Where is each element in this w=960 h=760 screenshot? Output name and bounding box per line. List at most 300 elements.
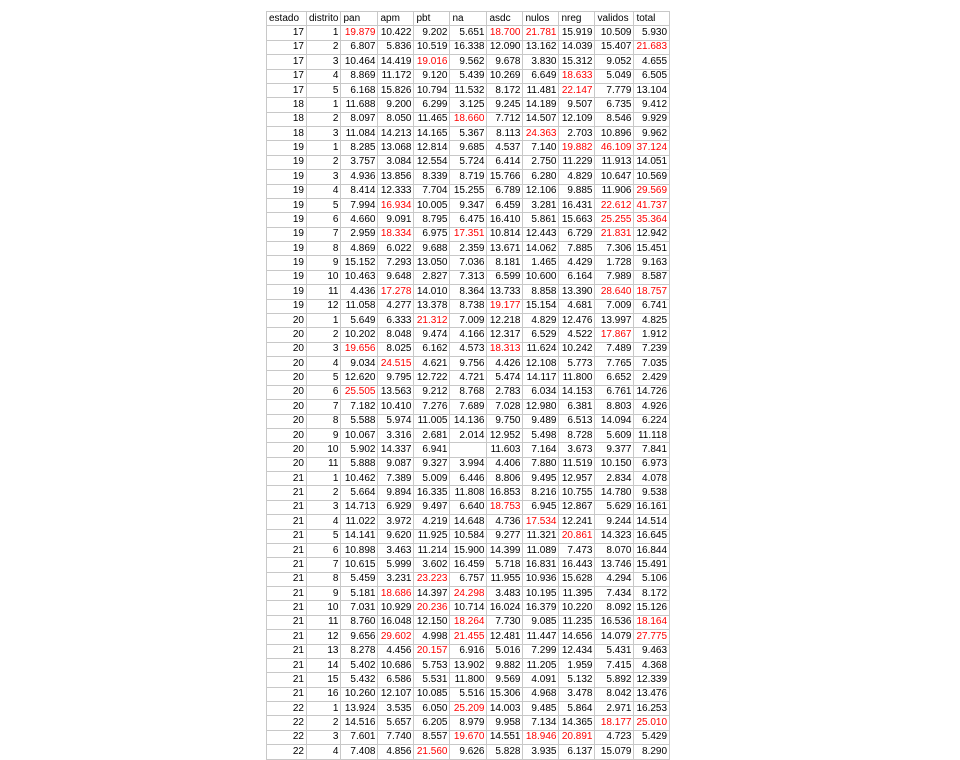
cell-validos[interactable]: 1.728 — [595, 256, 634, 270]
cell-pbt[interactable]: 7.704 — [414, 184, 450, 198]
cell-nreg[interactable]: 5.864 — [559, 702, 595, 716]
cell-pan[interactable]: 6.168 — [341, 83, 378, 97]
cell-validos[interactable]: 13.997 — [595, 313, 634, 327]
cell-pbt[interactable]: 6.162 — [414, 342, 450, 356]
cell-nreg[interactable]: 15.312 — [559, 55, 595, 69]
cell-total[interactable]: 41.737 — [634, 198, 670, 212]
cell-distrito[interactable]: 2 — [307, 328, 341, 342]
cell-total[interactable]: 12.339 — [634, 673, 670, 687]
column-header-na[interactable]: na — [450, 12, 487, 26]
cell-asdc[interactable]: 10.814 — [487, 227, 523, 241]
cell-pbt[interactable]: 14.165 — [414, 127, 450, 141]
cell-pan[interactable]: 15.152 — [341, 256, 378, 270]
cell-distrito[interactable]: 9 — [307, 256, 341, 270]
cell-distrito[interactable]: 1 — [307, 472, 341, 486]
cell-distrito[interactable]: 3 — [307, 342, 341, 356]
cell-nreg[interactable]: 6.381 — [559, 400, 595, 414]
cell-nreg[interactable]: 13.390 — [559, 285, 595, 299]
cell-pbt[interactable]: 9.474 — [414, 328, 450, 342]
cell-na[interactable]: 9.626 — [450, 745, 487, 759]
cell-pan[interactable]: 8.760 — [341, 615, 378, 629]
cell-pbt[interactable]: 8.557 — [414, 730, 450, 744]
cell-validos[interactable]: 5.431 — [595, 644, 634, 658]
cell-na[interactable]: 6.475 — [450, 213, 487, 227]
column-header-asdc[interactable]: asdc — [487, 12, 523, 26]
cell-apm[interactable]: 12.107 — [378, 687, 414, 701]
cell-apm[interactable]: 14.419 — [378, 55, 414, 69]
cell-pan[interactable]: 10.067 — [341, 428, 378, 442]
column-header-pbt[interactable]: pbt — [414, 12, 450, 26]
cell-validos[interactable]: 4.723 — [595, 730, 634, 744]
cell-estado[interactable]: 20 — [267, 457, 307, 471]
cell-pan[interactable]: 7.031 — [341, 601, 378, 615]
cell-na[interactable]: 18.264 — [450, 615, 487, 629]
cell-apm[interactable]: 12.333 — [378, 184, 414, 198]
cell-pbt[interactable]: 13.378 — [414, 299, 450, 313]
cell-na[interactable]: 8.364 — [450, 285, 487, 299]
cell-validos[interactable]: 4.294 — [595, 572, 634, 586]
cell-pbt[interactable]: 14.010 — [414, 285, 450, 299]
cell-nulos[interactable]: 14.117 — [523, 371, 559, 385]
cell-na[interactable]: 14.648 — [450, 515, 487, 529]
cell-nulos[interactable]: 9.085 — [523, 615, 559, 629]
cell-total[interactable]: 12.942 — [634, 227, 670, 241]
cell-na[interactable]: 8.719 — [450, 170, 487, 184]
cell-estado[interactable]: 17 — [267, 40, 307, 54]
cell-apm[interactable]: 9.648 — [378, 270, 414, 284]
cell-pan[interactable]: 8.869 — [341, 69, 378, 83]
cell-pbt[interactable]: 5.531 — [414, 673, 450, 687]
cell-distrito[interactable]: 2 — [307, 716, 341, 730]
cell-nreg[interactable]: 6.729 — [559, 227, 595, 241]
cell-nreg[interactable]: 22.147 — [559, 83, 595, 97]
cell-total[interactable]: 35.364 — [634, 213, 670, 227]
cell-asdc[interactable]: 14.551 — [487, 730, 523, 744]
cell-estado[interactable]: 21 — [267, 543, 307, 557]
cell-estado[interactable]: 21 — [267, 572, 307, 586]
cell-distrito[interactable]: 1 — [307, 26, 341, 40]
cell-nreg[interactable]: 6.137 — [559, 745, 595, 759]
cell-asdc[interactable]: 9.958 — [487, 716, 523, 730]
cell-apm[interactable]: 16.048 — [378, 615, 414, 629]
cell-validos[interactable]: 7.306 — [595, 242, 634, 256]
cell-na[interactable]: 11.800 — [450, 673, 487, 687]
cell-validos[interactable]: 8.070 — [595, 543, 634, 557]
cell-apm[interactable]: 14.337 — [378, 443, 414, 457]
cell-total[interactable]: 7.239 — [634, 342, 670, 356]
cell-nulos[interactable]: 11.481 — [523, 83, 559, 97]
cell-nreg[interactable]: 10.242 — [559, 342, 595, 356]
cell-nreg[interactable]: 14.153 — [559, 385, 595, 399]
cell-total[interactable]: 6.973 — [634, 457, 670, 471]
cell-distrito[interactable]: 1 — [307, 141, 341, 155]
cell-nreg[interactable]: 11.519 — [559, 457, 595, 471]
cell-pan[interactable]: 14.713 — [341, 500, 378, 514]
cell-distrito[interactable]: 4 — [307, 745, 341, 759]
cell-estado[interactable]: 19 — [267, 141, 307, 155]
cell-apm[interactable]: 5.974 — [378, 414, 414, 428]
cell-pan[interactable]: 10.463 — [341, 270, 378, 284]
cell-validos[interactable]: 8.803 — [595, 400, 634, 414]
cell-total[interactable]: 4.078 — [634, 472, 670, 486]
cell-validos[interactable]: 7.434 — [595, 587, 634, 601]
cell-asdc[interactable]: 14.399 — [487, 543, 523, 557]
cell-validos[interactable]: 7.009 — [595, 299, 634, 313]
cell-estado[interactable]: 18 — [267, 112, 307, 126]
cell-pan[interactable]: 11.084 — [341, 127, 378, 141]
cell-distrito[interactable]: 4 — [307, 184, 341, 198]
cell-distrito[interactable]: 6 — [307, 543, 341, 557]
cell-estado[interactable]: 21 — [267, 673, 307, 687]
cell-validos[interactable]: 11.906 — [595, 184, 634, 198]
cell-pan[interactable]: 5.181 — [341, 587, 378, 601]
cell-asdc[interactable]: 7.730 — [487, 615, 523, 629]
cell-na[interactable]: 7.313 — [450, 270, 487, 284]
cell-asdc[interactable]: 2.783 — [487, 385, 523, 399]
cell-asdc[interactable]: 13.733 — [487, 285, 523, 299]
cell-pbt[interactable]: 23.223 — [414, 572, 450, 586]
cell-nulos[interactable]: 11.447 — [523, 630, 559, 644]
cell-pbt[interactable]: 20.236 — [414, 601, 450, 615]
cell-nulos[interactable]: 21.781 — [523, 26, 559, 40]
cell-pan[interactable]: 7.408 — [341, 745, 378, 759]
cell-total[interactable]: 11.118 — [634, 428, 670, 442]
cell-validos[interactable]: 5.629 — [595, 500, 634, 514]
cell-asdc[interactable]: 12.317 — [487, 328, 523, 342]
cell-distrito[interactable]: 10 — [307, 443, 341, 457]
cell-nreg[interactable]: 16.431 — [559, 198, 595, 212]
cell-validos[interactable]: 13.746 — [595, 558, 634, 572]
cell-nulos[interactable]: 18.946 — [523, 730, 559, 744]
cell-na[interactable]: 5.724 — [450, 155, 487, 169]
cell-na[interactable]: 2.359 — [450, 242, 487, 256]
cell-nulos[interactable]: 12.443 — [523, 227, 559, 241]
cell-nulos[interactable]: 12.108 — [523, 357, 559, 371]
cell-pbt[interactable]: 12.814 — [414, 141, 450, 155]
cell-estado[interactable]: 21 — [267, 500, 307, 514]
cell-pan[interactable]: 5.432 — [341, 673, 378, 687]
cell-validos[interactable]: 8.546 — [595, 112, 634, 126]
cell-apm[interactable]: 10.686 — [378, 658, 414, 672]
cell-total[interactable]: 7.035 — [634, 357, 670, 371]
cell-nulos[interactable]: 7.134 — [523, 716, 559, 730]
cell-pan[interactable]: 9.034 — [341, 357, 378, 371]
cell-apm[interactable]: 9.894 — [378, 486, 414, 500]
cell-nreg[interactable]: 5.132 — [559, 673, 595, 687]
cell-distrito[interactable]: 3 — [307, 730, 341, 744]
cell-estado[interactable]: 20 — [267, 328, 307, 342]
cell-total[interactable]: 5.930 — [634, 26, 670, 40]
cell-apm[interactable]: 7.389 — [378, 472, 414, 486]
cell-pan[interactable]: 25.505 — [341, 385, 378, 399]
cell-nulos[interactable]: 16.379 — [523, 601, 559, 615]
cell-apm[interactable]: 6.586 — [378, 673, 414, 687]
cell-asdc[interactable]: 19.177 — [487, 299, 523, 313]
cell-apm[interactable]: 10.929 — [378, 601, 414, 615]
cell-distrito[interactable]: 4 — [307, 69, 341, 83]
cell-asdc[interactable]: 14.003 — [487, 702, 523, 716]
cell-apm[interactable]: 3.972 — [378, 515, 414, 529]
cell-validos[interactable]: 22.612 — [595, 198, 634, 212]
cell-pan[interactable]: 8.414 — [341, 184, 378, 198]
cell-apm[interactable]: 4.277 — [378, 299, 414, 313]
cell-nulos[interactable]: 8.858 — [523, 285, 559, 299]
cell-na[interactable]: 5.516 — [450, 687, 487, 701]
cell-nreg[interactable]: 18.633 — [559, 69, 595, 83]
cell-pan[interactable]: 11.022 — [341, 515, 378, 529]
cell-na[interactable] — [450, 443, 487, 457]
column-header-distrito[interactable]: distrito — [307, 12, 341, 26]
cell-total[interactable]: 2.429 — [634, 371, 670, 385]
cell-pbt[interactable]: 5.753 — [414, 658, 450, 672]
cell-apm[interactable]: 6.333 — [378, 313, 414, 327]
cell-distrito[interactable]: 7 — [307, 227, 341, 241]
cell-validos[interactable]: 28.640 — [595, 285, 634, 299]
cell-apm[interactable]: 7.740 — [378, 730, 414, 744]
column-header-pan[interactable]: pan — [341, 12, 378, 26]
cell-validos[interactable]: 7.989 — [595, 270, 634, 284]
cell-na[interactable]: 14.136 — [450, 414, 487, 428]
cell-distrito[interactable]: 2 — [307, 112, 341, 126]
cell-nreg[interactable]: 6.164 — [559, 270, 595, 284]
cell-pbt[interactable]: 9.202 — [414, 26, 450, 40]
cell-nreg[interactable]: 11.800 — [559, 371, 595, 385]
cell-distrito[interactable]: 8 — [307, 414, 341, 428]
cell-apm[interactable]: 9.795 — [378, 371, 414, 385]
cell-estado[interactable]: 20 — [267, 385, 307, 399]
cell-na[interactable]: 9.562 — [450, 55, 487, 69]
cell-asdc[interactable]: 3.483 — [487, 587, 523, 601]
cell-nreg[interactable]: 10.755 — [559, 486, 595, 500]
cell-apm[interactable]: 10.410 — [378, 400, 414, 414]
cell-pbt[interactable]: 9.212 — [414, 385, 450, 399]
cell-estado[interactable]: 22 — [267, 745, 307, 759]
cell-distrito[interactable]: 12 — [307, 630, 341, 644]
cell-pan[interactable]: 5.459 — [341, 572, 378, 586]
cell-nreg[interactable]: 20.891 — [559, 730, 595, 744]
cell-distrito[interactable]: 5 — [307, 198, 341, 212]
cell-pbt[interactable]: 21.312 — [414, 313, 450, 327]
cell-pbt[interactable]: 6.941 — [414, 443, 450, 457]
cell-validos[interactable]: 10.896 — [595, 127, 634, 141]
cell-validos[interactable]: 2.971 — [595, 702, 634, 716]
cell-nulos[interactable]: 3.830 — [523, 55, 559, 69]
cell-distrito[interactable]: 12 — [307, 299, 341, 313]
cell-distrito[interactable]: 7 — [307, 400, 341, 414]
cell-apm[interactable]: 18.686 — [378, 587, 414, 601]
cell-estado[interactable]: 19 — [267, 170, 307, 184]
cell-nulos[interactable]: 11.205 — [523, 658, 559, 672]
cell-nreg[interactable]: 10.220 — [559, 601, 595, 615]
cell-nulos[interactable]: 3.935 — [523, 745, 559, 759]
cell-asdc[interactable]: 6.459 — [487, 198, 523, 212]
cell-total[interactable]: 18.757 — [634, 285, 670, 299]
cell-apm[interactable]: 6.929 — [378, 500, 414, 514]
cell-total[interactable]: 16.645 — [634, 529, 670, 543]
cell-nulos[interactable]: 6.529 — [523, 328, 559, 342]
cell-validos[interactable]: 7.415 — [595, 658, 634, 672]
cell-apm[interactable]: 11.172 — [378, 69, 414, 83]
cell-pbt[interactable]: 10.519 — [414, 40, 450, 54]
cell-total[interactable]: 15.126 — [634, 601, 670, 615]
cell-pan[interactable]: 13.924 — [341, 702, 378, 716]
cell-estado[interactable]: 19 — [267, 242, 307, 256]
cell-distrito[interactable]: 4 — [307, 357, 341, 371]
cell-pbt[interactable]: 21.560 — [414, 745, 450, 759]
cell-apm[interactable]: 7.293 — [378, 256, 414, 270]
cell-asdc[interactable]: 13.671 — [487, 242, 523, 256]
cell-pan[interactable]: 3.757 — [341, 155, 378, 169]
cell-asdc[interactable]: 5.828 — [487, 745, 523, 759]
cell-estado[interactable]: 21 — [267, 472, 307, 486]
cell-pan[interactable]: 4.936 — [341, 170, 378, 184]
cell-pbt[interactable]: 16.335 — [414, 486, 450, 500]
cell-estado[interactable]: 21 — [267, 615, 307, 629]
cell-total[interactable]: 8.587 — [634, 270, 670, 284]
cell-na[interactable]: 18.660 — [450, 112, 487, 126]
cell-na[interactable]: 17.351 — [450, 227, 487, 241]
cell-nulos[interactable]: 11.624 — [523, 342, 559, 356]
cell-nreg[interactable]: 1.959 — [559, 658, 595, 672]
cell-distrito[interactable]: 3 — [307, 170, 341, 184]
cell-distrito[interactable]: 11 — [307, 457, 341, 471]
cell-na[interactable]: 5.439 — [450, 69, 487, 83]
column-header-nreg[interactable]: nreg — [559, 12, 595, 26]
cell-nulos[interactable]: 14.062 — [523, 242, 559, 256]
cell-na[interactable]: 6.916 — [450, 644, 487, 658]
cell-validos[interactable]: 2.834 — [595, 472, 634, 486]
cell-pbt[interactable]: 12.554 — [414, 155, 450, 169]
cell-nulos[interactable]: 4.829 — [523, 313, 559, 327]
cell-pbt[interactable]: 4.219 — [414, 515, 450, 529]
cell-apm[interactable]: 15.826 — [378, 83, 414, 97]
cell-apm[interactable]: 13.563 — [378, 385, 414, 399]
cell-asdc[interactable]: 9.569 — [487, 673, 523, 687]
cell-asdc[interactable]: 18.700 — [487, 26, 523, 40]
column-header-nulos[interactable]: nulos — [523, 12, 559, 26]
cell-apm[interactable]: 8.050 — [378, 112, 414, 126]
cell-nulos[interactable]: 12.106 — [523, 184, 559, 198]
cell-estado[interactable]: 21 — [267, 529, 307, 543]
cell-validos[interactable]: 8.092 — [595, 601, 634, 615]
cell-pan[interactable]: 8.278 — [341, 644, 378, 658]
cell-total[interactable]: 5.106 — [634, 572, 670, 586]
cell-na[interactable]: 4.573 — [450, 342, 487, 356]
cell-distrito[interactable]: 6 — [307, 385, 341, 399]
cell-total[interactable]: 9.463 — [634, 644, 670, 658]
cell-validos[interactable]: 25.255 — [595, 213, 634, 227]
cell-validos[interactable]: 10.509 — [595, 26, 634, 40]
cell-pan[interactable]: 5.588 — [341, 414, 378, 428]
cell-estado[interactable]: 21 — [267, 630, 307, 644]
cell-asdc[interactable]: 6.789 — [487, 184, 523, 198]
cell-nulos[interactable]: 5.498 — [523, 428, 559, 442]
cell-nreg[interactable]: 7.885 — [559, 242, 595, 256]
cell-estado[interactable]: 19 — [267, 270, 307, 284]
cell-nreg[interactable]: 15.919 — [559, 26, 595, 40]
cell-distrito[interactable]: 9 — [307, 428, 341, 442]
cell-pbt[interactable]: 14.397 — [414, 587, 450, 601]
cell-distrito[interactable]: 9 — [307, 587, 341, 601]
cell-distrito[interactable]: 3 — [307, 127, 341, 141]
cell-pbt[interactable]: 20.157 — [414, 644, 450, 658]
cell-nulos[interactable]: 3.281 — [523, 198, 559, 212]
cell-validos[interactable]: 7.779 — [595, 83, 634, 97]
cell-distrito[interactable]: 13 — [307, 644, 341, 658]
cell-estado[interactable]: 19 — [267, 155, 307, 169]
cell-pbt[interactable]: 7.276 — [414, 400, 450, 414]
cell-estado[interactable]: 21 — [267, 601, 307, 615]
cell-apm[interactable]: 9.200 — [378, 98, 414, 112]
cell-na[interactable]: 8.738 — [450, 299, 487, 313]
cell-estado[interactable]: 20 — [267, 313, 307, 327]
cell-nulos[interactable]: 14.507 — [523, 112, 559, 126]
cell-nreg[interactable]: 2.703 — [559, 127, 595, 141]
cell-nreg[interactable]: 11.395 — [559, 587, 595, 601]
cell-validos[interactable]: 5.892 — [595, 673, 634, 687]
cell-pbt[interactable]: 11.005 — [414, 414, 450, 428]
cell-na[interactable]: 16.338 — [450, 40, 487, 54]
cell-nulos[interactable]: 12.980 — [523, 400, 559, 414]
cell-asdc[interactable]: 9.678 — [487, 55, 523, 69]
cell-apm[interactable]: 9.091 — [378, 213, 414, 227]
cell-estado[interactable]: 21 — [267, 587, 307, 601]
column-header-estado[interactable]: estado — [267, 12, 307, 26]
cell-estado[interactable]: 22 — [267, 730, 307, 744]
cell-nulos[interactable]: 10.600 — [523, 270, 559, 284]
cell-pbt[interactable]: 8.795 — [414, 213, 450, 227]
cell-asdc[interactable]: 8.181 — [487, 256, 523, 270]
cell-estado[interactable]: 17 — [267, 83, 307, 97]
cell-pan[interactable]: 8.097 — [341, 112, 378, 126]
cell-validos[interactable]: 6.735 — [595, 98, 634, 112]
cell-total[interactable]: 14.051 — [634, 155, 670, 169]
cell-nreg[interactable]: 9.885 — [559, 184, 595, 198]
cell-estado[interactable]: 20 — [267, 428, 307, 442]
cell-pan[interactable]: 5.902 — [341, 443, 378, 457]
cell-estado[interactable]: 19 — [267, 299, 307, 313]
cell-apm[interactable]: 29.602 — [378, 630, 414, 644]
cell-validos[interactable]: 5.609 — [595, 428, 634, 442]
cell-estado[interactable]: 22 — [267, 716, 307, 730]
cell-estado[interactable]: 21 — [267, 644, 307, 658]
cell-na[interactable]: 10.714 — [450, 601, 487, 615]
cell-na[interactable]: 8.979 — [450, 716, 487, 730]
cell-pbt[interactable]: 2.827 — [414, 270, 450, 284]
cell-estado[interactable]: 21 — [267, 658, 307, 672]
cell-validos[interactable]: 15.079 — [595, 745, 634, 759]
cell-pbt[interactable]: 6.299 — [414, 98, 450, 112]
cell-na[interactable]: 19.670 — [450, 730, 487, 744]
cell-nulos[interactable]: 14.189 — [523, 98, 559, 112]
cell-validos[interactable]: 14.780 — [595, 486, 634, 500]
cell-apm[interactable]: 3.535 — [378, 702, 414, 716]
cell-estado[interactable]: 20 — [267, 414, 307, 428]
cell-nreg[interactable]: 12.957 — [559, 472, 595, 486]
cell-pan[interactable]: 5.649 — [341, 313, 378, 327]
cell-asdc[interactable]: 9.277 — [487, 529, 523, 543]
cell-distrito[interactable]: 2 — [307, 40, 341, 54]
cell-distrito[interactable]: 5 — [307, 83, 341, 97]
cell-asdc[interactable]: 12.481 — [487, 630, 523, 644]
cell-na[interactable]: 15.255 — [450, 184, 487, 198]
cell-total[interactable]: 16.161 — [634, 500, 670, 514]
cell-asdc[interactable]: 4.426 — [487, 357, 523, 371]
cell-total[interactable]: 15.451 — [634, 242, 670, 256]
cell-pbt[interactable]: 11.925 — [414, 529, 450, 543]
cell-pbt[interactable]: 9.327 — [414, 457, 450, 471]
cell-asdc[interactable]: 11.603 — [487, 443, 523, 457]
